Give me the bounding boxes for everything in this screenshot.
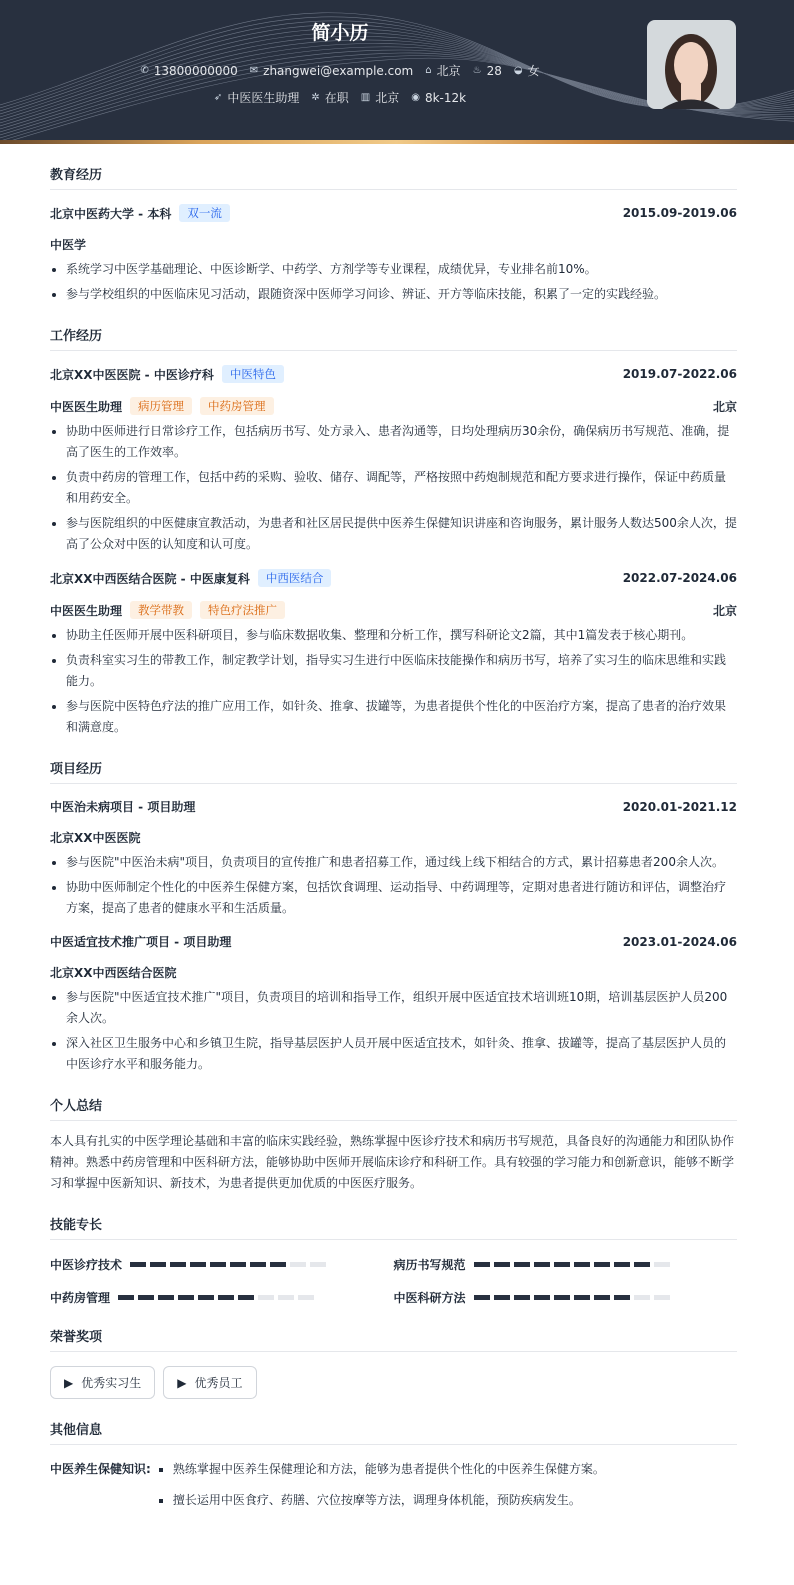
org: 北京XX中医医院 - 中医诊疗科 xyxy=(50,367,214,382)
skill-segment xyxy=(634,1295,650,1300)
skill-level-bar xyxy=(130,1262,326,1267)
mail-icon: ✉ xyxy=(249,65,259,76)
skill-name: 中医诊疗技术 xyxy=(50,1258,123,1272)
role-tag: 教学带教 xyxy=(130,601,192,619)
skill-segment xyxy=(198,1295,214,1300)
list-item: 协助主任医师开展中医科研项目，参与临床数据收集、整理和分析工作，撰写科研论文2篇，其中1篇发表于核心期刊。 xyxy=(50,625,737,646)
skill-name: 病历书写规范 xyxy=(393,1258,466,1272)
skill-segment xyxy=(654,1262,670,1267)
triangle-icon: ▶ xyxy=(177,1375,187,1390)
skill-item xyxy=(50,1256,394,1273)
status: 在职 xyxy=(324,91,349,105)
triangle-icon: ▶ xyxy=(64,1375,74,1390)
award-item xyxy=(50,1366,155,1399)
age: 28 xyxy=(486,63,502,78)
project-date: 2020.01-2021.12 xyxy=(622,799,737,814)
gender-icon: ◒ xyxy=(513,65,523,76)
list-item: 深入社区卫生服务中心和乡镇卫生院，指导基层医护人员开展中医适宜技术，如针灸、推拿、拔罐等，提高了基层医护人员的中医诊疗水平和服务能力。 xyxy=(50,1033,737,1075)
skill-segment xyxy=(138,1295,154,1300)
skill-segment xyxy=(130,1262,146,1267)
skill-segment xyxy=(534,1295,550,1300)
salary: 8k-12k xyxy=(424,90,467,105)
resume-header xyxy=(0,0,794,140)
skill-segment xyxy=(554,1262,570,1267)
skill-segment xyxy=(290,1262,306,1267)
other-label: 中医养生保健知识: xyxy=(50,1462,151,1476)
edu-date: 2015.09-2019.06 xyxy=(622,206,737,220)
school: 北京中医药大学 - 本科 xyxy=(50,206,172,221)
list-item: 擅长运用中医食疗、药膳、穴位按摩等方法，调理身体机能，预防疾病发生。 xyxy=(151,1490,605,1511)
job-intent-row xyxy=(0,89,680,106)
skill-segment xyxy=(594,1295,610,1300)
role: 中医医生助理 xyxy=(50,399,123,414)
skill-segment xyxy=(654,1295,670,1300)
project-name: 中医治未病项目 - 项目助理 xyxy=(50,800,196,814)
status-icon: ✲ xyxy=(311,92,320,103)
skill-segment xyxy=(170,1262,186,1267)
list-item: 熟练掌握中医养生保健理论和方法，能够为患者提供个性化的中医养生保健方案。 xyxy=(151,1459,605,1480)
org: 北京XX中西医结合医院 - 中医康复科 xyxy=(50,571,250,586)
header-accent-bar xyxy=(0,140,794,144)
list-item: 负责中药房的管理工作，包括中药的采购、验收、储存、调配等，严格按照中药炮制规范和配方要求进行操作，保证中药质量和用药安全。 xyxy=(50,467,737,509)
skill-segment xyxy=(474,1295,490,1300)
summary-text: 本人具有扎实的中医学理论基础和丰富的临床实践经验，熟练掌握中医诊疗技术和病历书写规范，具备良好的沟通能力和团队协作精神。熟悉中药房管理和中医科研方法，能够协助中医师开展临床诊疗和科研工作。具有较强的学习能力和创新意识，能够不断学习和掌握中医新知识、新技术，为患者提供更加优质的中医医疗服务。 xyxy=(50,1134,735,1190)
skill-segment xyxy=(574,1262,590,1267)
skill-name: 中医科研方法 xyxy=(393,1291,466,1305)
skill-level-bar xyxy=(474,1262,670,1267)
list-item: 参与医院"中医治未病"项目，负责项目的宣传推广和患者招募工作，通过线上线下相结合的方式，累计招募患者200余人次。 xyxy=(50,852,737,873)
work-title: 工作经历 xyxy=(50,325,737,351)
skill-segment xyxy=(634,1262,650,1267)
org-tag: 中医特色 xyxy=(222,365,284,383)
org-tag: 中西医结合 xyxy=(258,569,332,587)
skill-segment xyxy=(270,1262,286,1267)
role-tag: 病历管理 xyxy=(130,397,192,415)
skill-segment xyxy=(554,1295,570,1300)
skill-segment xyxy=(614,1262,630,1267)
major: 中医学 xyxy=(50,238,87,252)
skill-segment xyxy=(250,1262,266,1267)
award-label: 优秀员工 xyxy=(194,1376,243,1390)
project-date: 2023.01-2024.06 xyxy=(622,934,737,949)
summary-title: 个人总结 xyxy=(50,1095,737,1121)
skill-segment xyxy=(574,1295,590,1300)
list-item: 协助中医师制定个性化的中医养生保健方案，包括饮食调理、运动指导、中药调理等，定期对患者进行随访和评估，调整治疗方案，提高了患者的健康水平和生活质量。 xyxy=(50,877,737,919)
list-item: 参与医院组织的中医健康宣教活动，为患者和社区居民提供中医养生保健知识讲座和咨询服务，累计服务人数达500余人次，提高了公众对中医的认知度和认可度。 xyxy=(50,513,737,555)
award-item xyxy=(163,1366,256,1399)
skill-segment xyxy=(238,1295,254,1300)
building-icon: ▥ xyxy=(360,92,371,103)
skill-name: 中药房管理 xyxy=(50,1291,111,1305)
phone: 13800000000 xyxy=(153,63,238,78)
work-city: 北京 xyxy=(712,399,737,414)
skill-segment xyxy=(210,1262,226,1267)
skill-segment xyxy=(190,1262,206,1267)
work-city: 北京 xyxy=(375,91,400,105)
project-name: 中医适宜技术推广项目 - 项目助理 xyxy=(50,935,232,949)
gender: 女 xyxy=(527,64,540,78)
work-city: 北京 xyxy=(712,603,737,618)
awards-title: 荣誉奖项 xyxy=(50,1326,737,1352)
list-item: 协助中医师进行日常诊疗工作，包括病历书写、处方录入、患者沟通等，日均处理病历30余份，确保病历书写规范、准确，提高了医生的工作效率。 xyxy=(50,421,737,463)
list-item: 系统学习中医学基础理论、中医诊断学、中药学、方剂学等专业课程，成绩优异，专业排名前10%。 xyxy=(50,259,737,280)
city: 北京 xyxy=(436,64,461,78)
candidate-name: 简小历 xyxy=(311,22,369,44)
skill-segment xyxy=(594,1262,610,1267)
skill-segment xyxy=(230,1262,246,1267)
school-tag: 双一流 xyxy=(179,204,230,222)
list-item: 参与学校组织的中医临床见习活动，跟随资深中医师学习问诊、辨证、开方等临床技能，积累了一定的实践经验。 xyxy=(50,284,737,305)
role-tag: 中药房管理 xyxy=(200,397,274,415)
skill-segment xyxy=(514,1262,530,1267)
list-item: 参与医院中医特色疗法的推广应用工作，如针灸、推拿、拔罐等，为患者提供个性化的中医治疗方案，提高了患者的治疗效果和满意度。 xyxy=(50,696,737,738)
skill-level-bar xyxy=(118,1295,314,1300)
skill-segment xyxy=(150,1262,166,1267)
skill-item xyxy=(50,1289,394,1306)
skill-segment xyxy=(218,1295,234,1300)
avatar-photo xyxy=(647,20,736,109)
position: 中医医生助理 xyxy=(227,91,300,105)
contact-row xyxy=(0,62,680,79)
other-title: 其他信息 xyxy=(50,1419,737,1445)
skill-segment xyxy=(298,1295,314,1300)
work-date: 2022.07-2024.06 xyxy=(622,571,737,585)
skill-item xyxy=(394,1289,738,1306)
skill-segment xyxy=(310,1262,326,1267)
skill-segment xyxy=(158,1295,174,1300)
skill-segment xyxy=(258,1295,274,1300)
skills-title: 技能专长 xyxy=(50,1214,737,1240)
list-item: 参与医院"中医适宜技术推广"项目，负责项目的培训和指导工作，组织开展中医适宜技术培训班10期，培训基层医护人员200余人次。 xyxy=(50,987,737,1029)
skill-segment xyxy=(118,1295,134,1300)
work-date: 2019.07-2022.06 xyxy=(622,367,737,381)
skill-segment xyxy=(278,1295,294,1300)
skill-segment xyxy=(534,1262,550,1267)
phone-icon: ✆ xyxy=(140,65,149,76)
send-icon: ➶ xyxy=(213,92,223,103)
skill-segment xyxy=(178,1295,194,1300)
home-icon: ⌂ xyxy=(425,65,432,76)
role-tag: 特色疗法推广 xyxy=(200,601,285,619)
email: zhangwei@example.com xyxy=(263,63,414,78)
list-item: 负责科室实习生的带教工作，制定教学计划，指导实习生进行中医临床技能操作和病历书写，培养了实习生的临床思维和实践能力。 xyxy=(50,650,737,692)
skill-segment xyxy=(494,1262,510,1267)
cake-icon: ♨ xyxy=(472,65,482,76)
skill-item xyxy=(394,1256,738,1273)
skill-segment xyxy=(614,1295,630,1300)
skill-level-bar xyxy=(474,1295,670,1300)
education-title: 教育经历 xyxy=(50,164,737,190)
skill-segment xyxy=(514,1295,530,1300)
project-org: 北京XX中医医院 xyxy=(50,831,141,845)
salary-icon: ◉ xyxy=(411,92,420,103)
skill-segment xyxy=(494,1295,510,1300)
projects-title: 项目经历 xyxy=(50,758,737,784)
skill-segment xyxy=(474,1262,490,1267)
role: 中医医生助理 xyxy=(50,603,123,618)
project-org: 北京XX中西医结合医院 xyxy=(50,966,177,980)
award-label: 优秀实习生 xyxy=(81,1376,142,1390)
